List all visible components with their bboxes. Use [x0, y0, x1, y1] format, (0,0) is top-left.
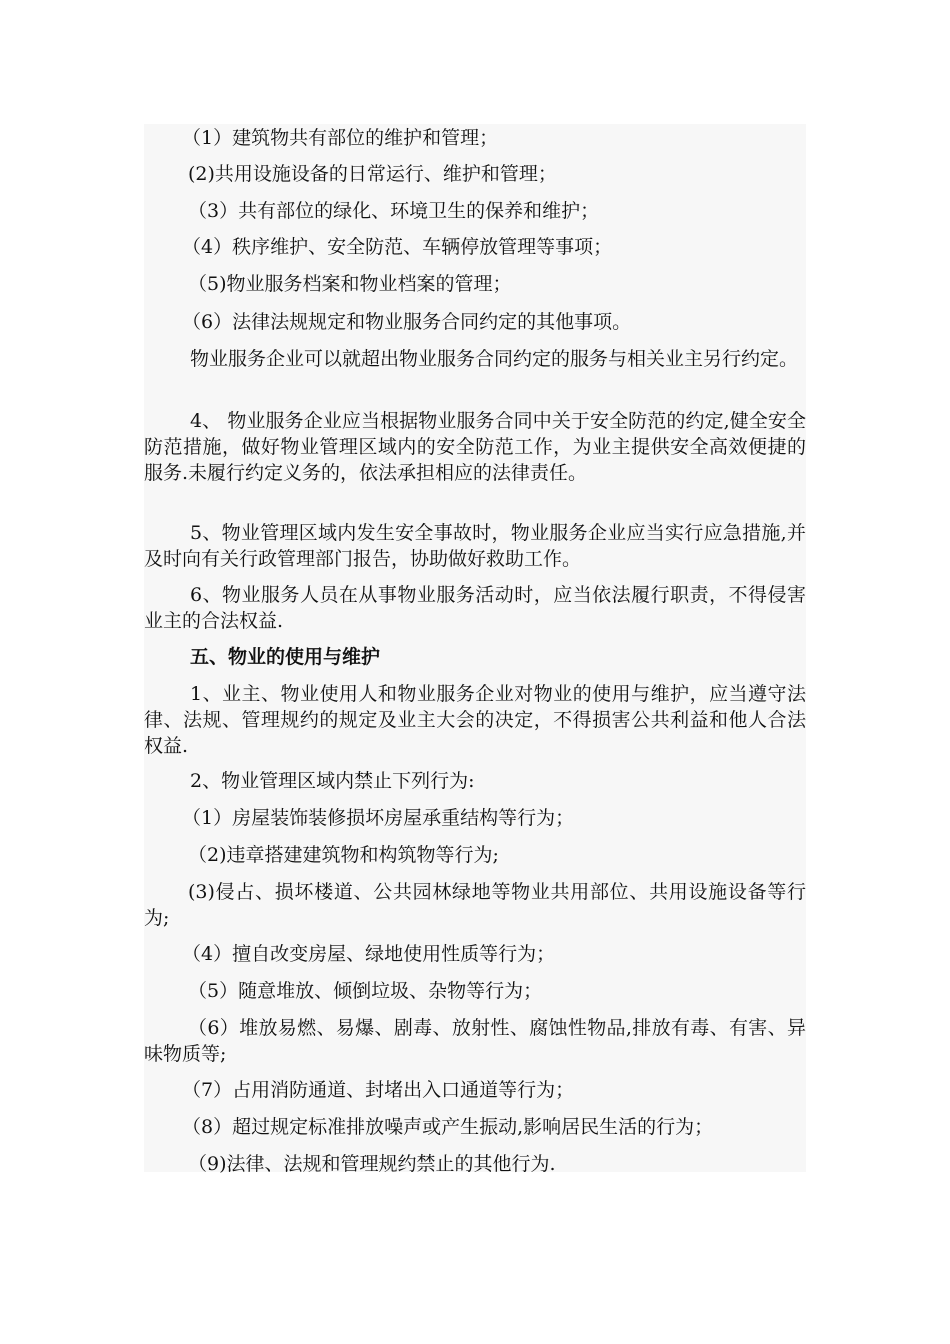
- paragraph: 4、 物业服务企业应当根据物业服务合同中关于安全防范的约定,健全安全防范措施，做好物业管理区域内的安全防范工作，为业主提供安全高效便捷的服务.未履行约定义务的，依法承担相应的法律责任。: [144, 410, 806, 484]
- paragraph: （4）秩序维护、安全防范、车辆停放管理等事项；: [182, 236, 613, 258]
- paragraph: （3）共有部位的绿化、环境卫生的保养和维护；: [188, 200, 600, 222]
- paragraph: （7）占用消防通道、封堵出入口通道等行为；: [182, 1079, 575, 1101]
- section-heading: 五、物业的使用与维护: [190, 646, 381, 668]
- paragraph: （1）建筑物共有部位的维护和管理；: [182, 127, 499, 149]
- paragraph: 5、物业管理区域内发生安全事故时，物业服务企业应当实行应急措施,并及时向有关行政管理部门报告，协助做好救助工作。: [144, 522, 806, 570]
- paragraph: （6）堆放易燃、易爆、剧毒、放射性、腐蚀性物品,排放有毒、有害、异味物质等;: [144, 1017, 806, 1065]
- paragraph: （1）房屋装饰装修损坏房屋承重结构等行为；: [182, 807, 575, 829]
- paragraph: （6）法律法规规定和物业服务合同约定的其他事项。: [182, 311, 632, 333]
- paragraph: 6、物业服务人员在从事物业服务活动时，应当依法履行职责，不得侵害业主的合法权益.: [144, 584, 806, 632]
- paragraph: (2)共用设施设备的日常运行、维护和管理；: [188, 163, 557, 185]
- paragraph: (3)侵占、损坏楼道、公共园林绿地等物业共用部位、共用设施设备等行为;: [144, 881, 806, 929]
- paragraph: 2、物业管理区域内禁止下列行为:: [190, 770, 475, 792]
- paragraph: （4）擅自改变房屋、绿地使用性质等行为；: [182, 943, 556, 965]
- document-body: [144, 124, 806, 1175]
- paragraph: （5)物业服务档案和物业档案的管理；: [188, 273, 512, 295]
- paragraph: （9)法律、法规和管理规约禁止的其他行为.: [188, 1153, 556, 1175]
- paragraph: 物业服务企业可以就超出物业服务合同约定的服务与相关业主另行约定。: [190, 348, 799, 370]
- paragraph: （2)违章搭建建筑物和构筑物等行为;: [188, 844, 499, 866]
- paragraph: 1、业主、物业使用人和物业服务企业对物业的使用与维护，应当遵守法律、法规、管理规约的规定及业主大会的决定，不得损害公共利益和他人合法权益.: [144, 683, 806, 757]
- paragraph: （5）随意堆放、倾倒垃圾、杂物等行为；: [188, 980, 543, 1002]
- paragraph: （8）超过规定标准排放噪声或产生振动,影响居民生活的行为；: [182, 1116, 714, 1138]
